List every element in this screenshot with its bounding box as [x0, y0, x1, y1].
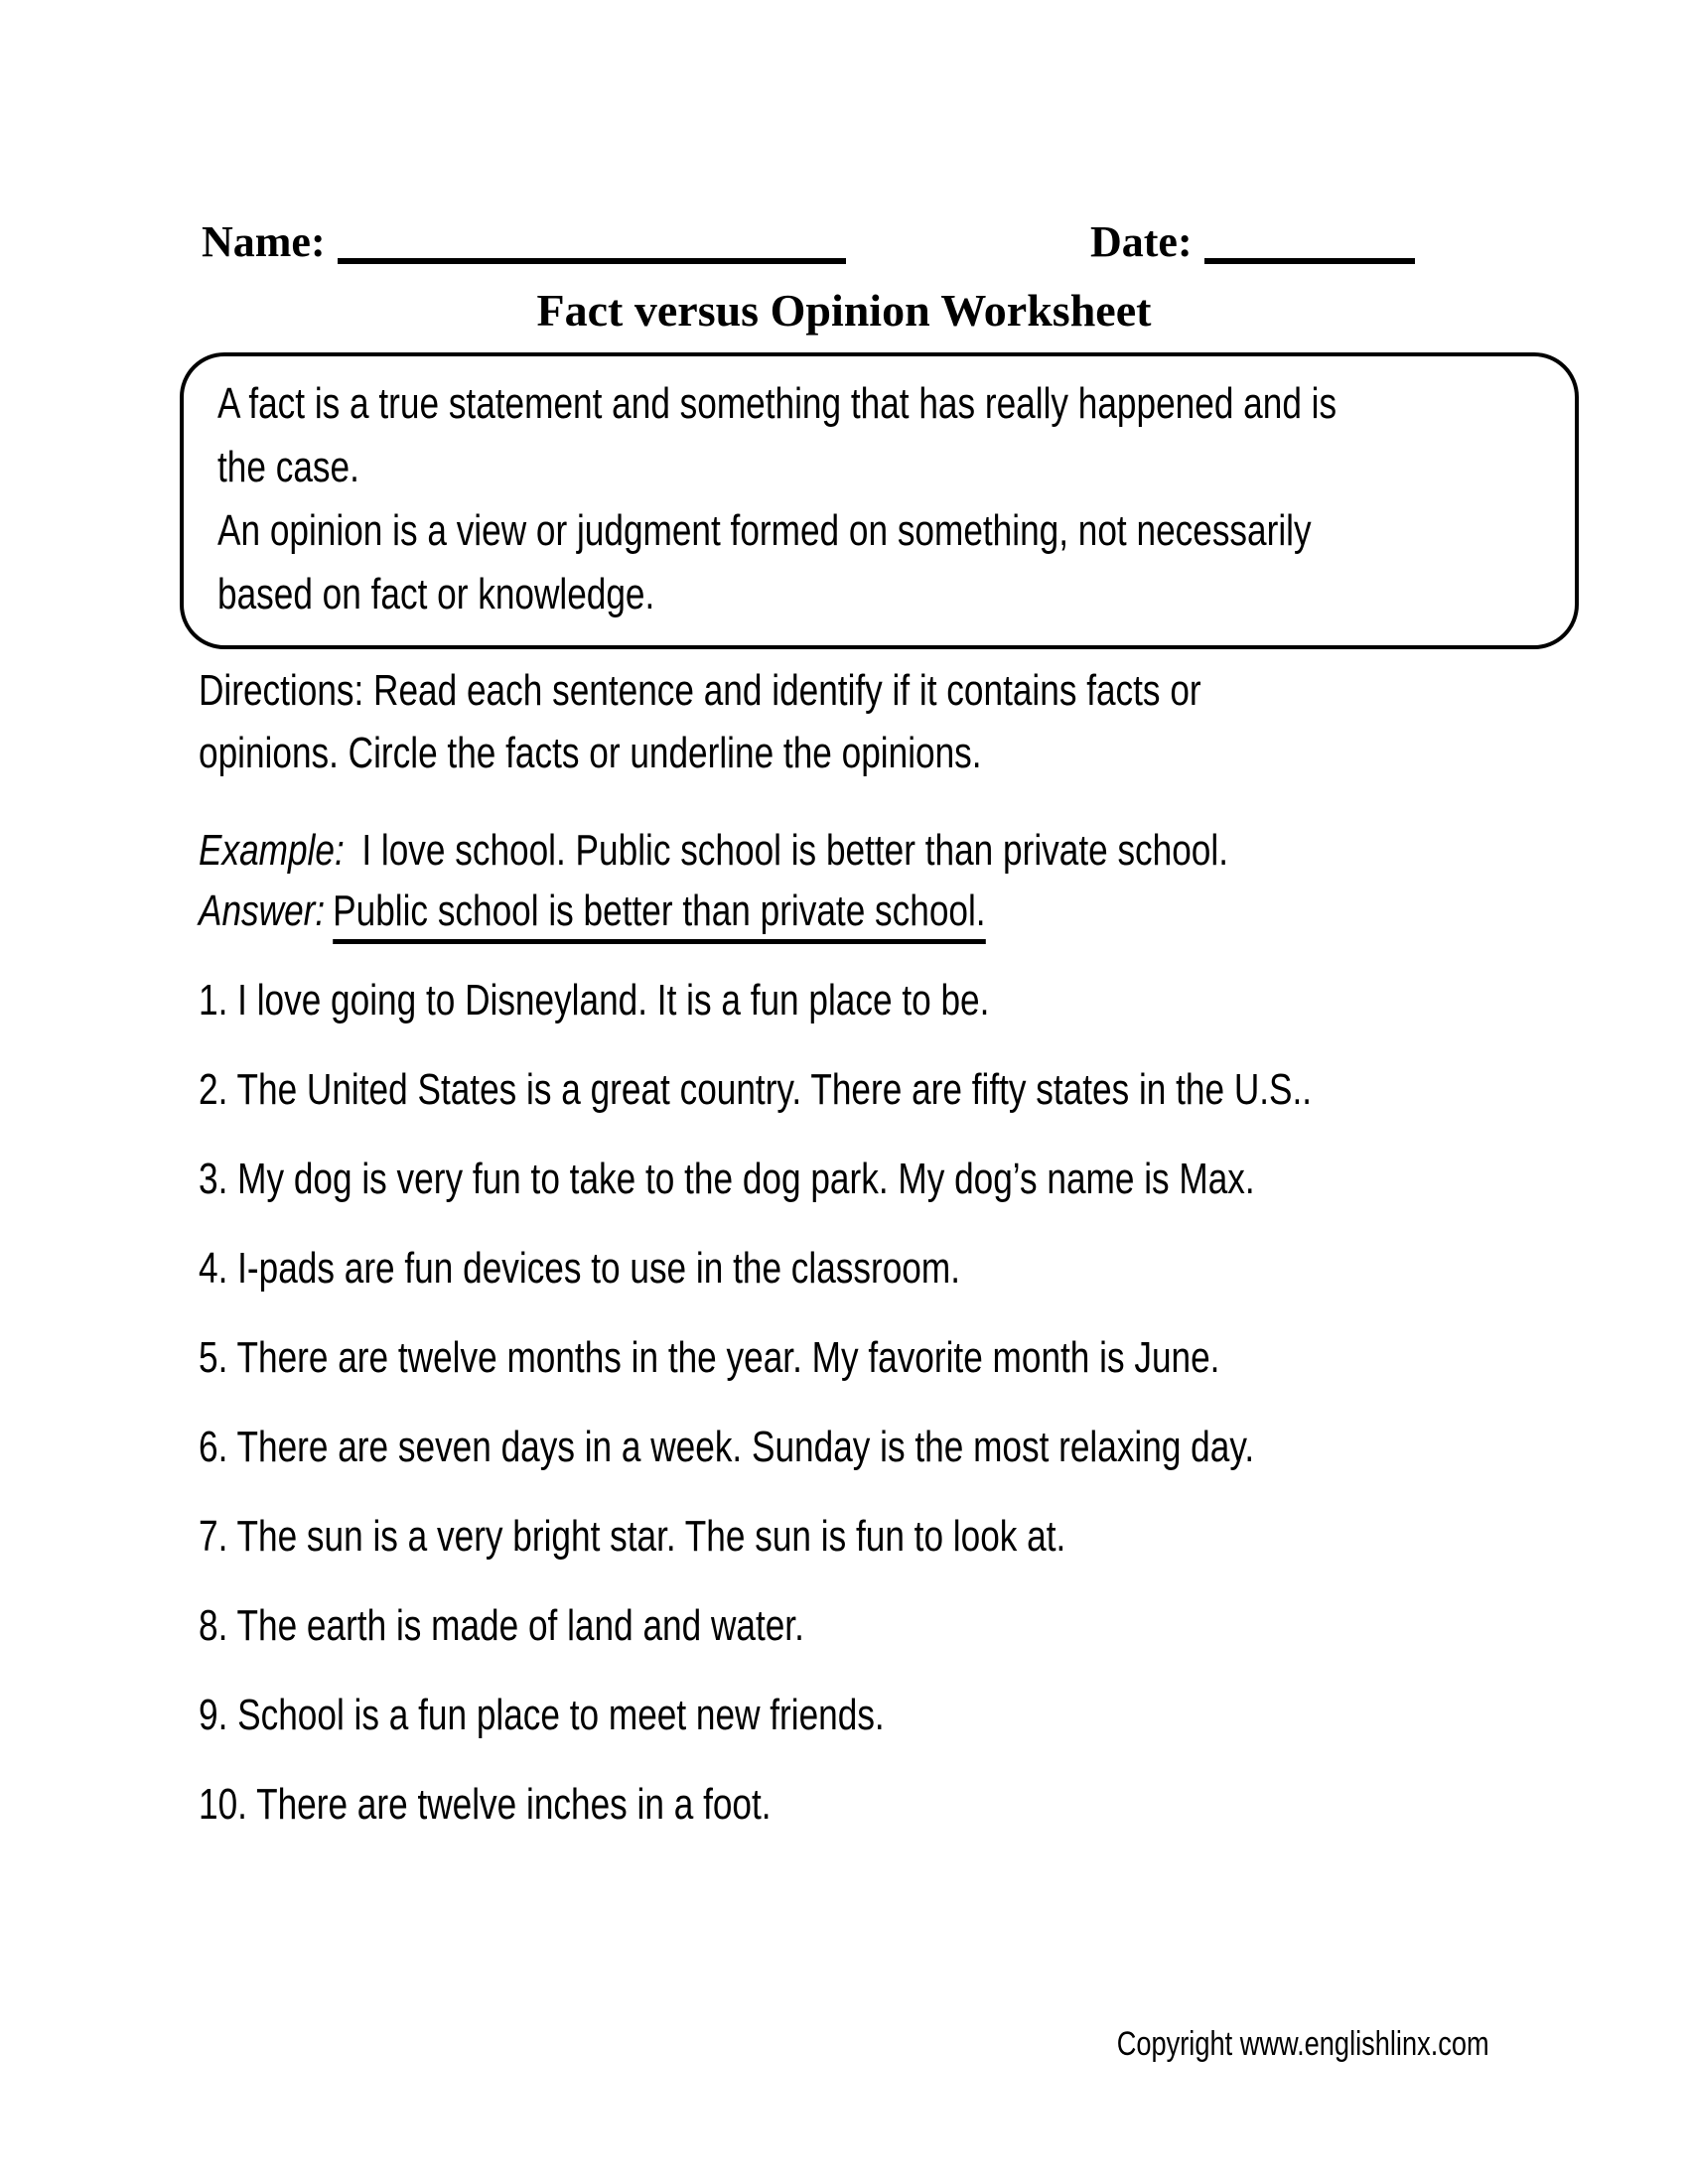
list-item: 8. The earth is made of land and water.: [199, 1601, 804, 1650]
name-field-row: [202, 216, 846, 267]
answer-text: Public school is better than private school.: [333, 887, 985, 944]
copyright-notice: Copyright www.englishlinx.com: [1117, 2025, 1489, 2063]
date-blank-line[interactable]: [1204, 258, 1415, 264]
list-item: 9. School is a fun place to meet new friends.: [199, 1691, 885, 1739]
name-label: Name:: [202, 217, 326, 266]
list-item: 6. There are seven days in a week. Sunday is the most relaxing day.: [199, 1423, 1255, 1471]
answer-line: [199, 887, 1183, 936]
list-item: 5. There are twelve months in the year. My favorite month is June.: [199, 1333, 1220, 1382]
definition-box: [180, 352, 1579, 649]
list-item: 10. There are twelve inches in a foot.: [199, 1780, 772, 1829]
date-label: Date:: [1090, 217, 1193, 266]
directions-line: opinions. Circle the facts or underline the opinions.: [199, 729, 982, 777]
example-text: I love school. Public school is better than private school.: [361, 826, 1228, 875]
definition-line: An opinion is a view or judgment formed on something, not necessarily: [217, 506, 1312, 555]
directions-line: Directions: Read each sentence and identify if it contains facts or: [199, 666, 1201, 715]
list-item: 7. The sun is a very bright star. The sun is fun to look at.: [199, 1512, 1066, 1561]
list-item: 2. The United States is a great country. There are fifty states in the U.S..: [199, 1065, 1313, 1114]
date-field-row: [1090, 216, 1415, 267]
page-title: Fact versus Opinion Worksheet: [536, 285, 1152, 336]
definition-line: the case.: [217, 443, 359, 491]
list-item: 3. My dog is very fun to take to the dog park. My dog’s name is Max.: [199, 1155, 1255, 1203]
example-label: Example:: [199, 826, 345, 875]
definition-line: A fact is a true statement and something that has really happened and is: [217, 379, 1337, 428]
list-item: 1. I love going to Disneyland. It is a fun place to be.: [199, 976, 990, 1024]
directions: [199, 659, 1452, 784]
example-line: [199, 826, 1485, 876]
sentence-list: [199, 977, 1590, 1870]
list-item: 4. I-pads are fun devices to use in the classroom.: [199, 1244, 960, 1293]
answer-label: Answer:: [199, 887, 326, 935]
name-blank-line[interactable]: [338, 258, 846, 264]
definition-line: based on fact or knowledge.: [217, 570, 655, 618]
